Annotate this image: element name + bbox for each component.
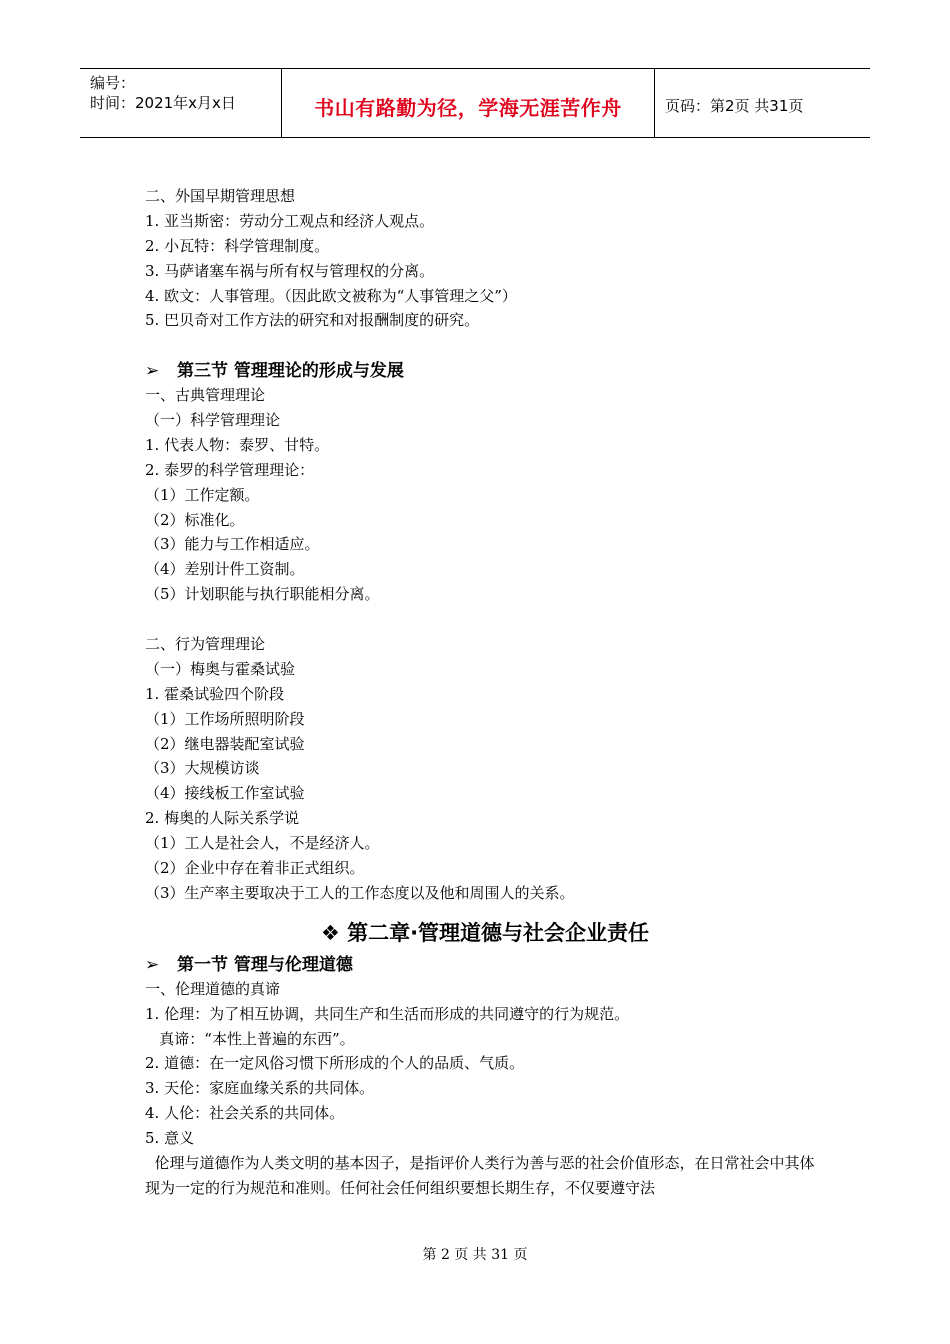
section-heading-text: 第一节 管理与伦理道德: [177, 954, 353, 975]
list-item: 2. 道德：在一定风俗习惯下所形成的个人的品质、气质。: [145, 1054, 525, 1073]
list-item: （1）工人是社会人，不是经济人。: [145, 834, 380, 853]
list-item: （5）计划职能与执行职能相分离。: [145, 585, 380, 604]
list-item: 5. 巴贝奇对工作方法的研究和对报酬制度的研究。: [145, 311, 480, 330]
page-footer: 第 2 页 共 31 页: [422, 1247, 528, 1263]
arrow-bullet-icon: ➢: [145, 361, 160, 382]
list-item: 5. 意义: [145, 1129, 195, 1148]
arrow-bullet-icon: ➢: [145, 954, 160, 975]
section-title: 二、外国早期管理思想: [145, 187, 296, 205]
list-item: （1）工作场所照明阶段: [145, 709, 305, 728]
list-item: （3）生产率主要取决于工人的工作态度以及他和周围人的关系。: [145, 883, 575, 902]
subsection-title: 一、伦理道德的真谛: [145, 979, 281, 998]
body-paragraph: 伦理与道德作为人类文明的基本因子，是指评价人类行为善与恶的社会价值形态，在日常社会中其体现为一定的行为规范和准则。任何社会任何组织要想长期生存，不仅要遵守法: [145, 1153, 815, 1197]
chapter-heading-text: 第二章·管理道德与社会企业责任: [347, 920, 650, 945]
list-item: 1. 伦理：为了相互协调，共同生产和生活而形成的共同遵守的行为规范。: [145, 1004, 630, 1023]
subsection-sub: （一）科学管理理论: [145, 411, 281, 430]
header-meta: [80, 69, 282, 137]
chapter-heading: [145, 914, 825, 952]
list-item: 4. 欧文：人事管理。（因此欧文被称为“人事管理之父”）: [145, 286, 517, 305]
page-body: [145, 184, 825, 1201]
list-item: 2. 泰罗的科学管理理论：: [145, 460, 315, 479]
list-item: （4）差别计件工资制。: [145, 560, 305, 579]
list-item: 1. 亚当斯密：劳动分工观点和经济人观点。: [145, 211, 435, 230]
list-item: （2）标准化。: [145, 510, 245, 529]
list-item: 3. 马萨诸塞车祸与所有权与管理权的分离。: [145, 261, 435, 280]
header-page-info: 页码：第2页 共31页: [665, 96, 804, 115]
section-heading: [145, 358, 825, 383]
section-heading-text: 第三节 管理理论的形成与发展: [177, 361, 404, 382]
list-item: 3. 天伦：家庭血缘关系的共同体。: [145, 1079, 375, 1098]
subsection-sub: （一）梅奥与霍桑试验: [145, 659, 296, 678]
list-item: 1. 霍桑试验四个阶段: [145, 684, 285, 703]
list-item: （2）企业中存在着非正式组织。: [145, 859, 365, 878]
list-item: 2. 小瓦特：科学管理制度。: [145, 236, 330, 255]
diamond-bullet-icon: ❖: [320, 920, 340, 945]
list-item: （4）接线板工作室试验: [145, 784, 305, 803]
list-item: （2）继电器装配室试验: [145, 734, 305, 753]
list-item: 4. 人伦：社会关系的共同体。: [145, 1104, 345, 1123]
header-motto: 书山有路勤为径，学海无涯苦作舟: [314, 95, 622, 120]
subsection-title: 二、行为管理理论: [145, 635, 266, 654]
header-number-label: 编号：: [90, 74, 136, 92]
list-item: 真谛：“本性上普遍的东西”。: [145, 1029, 355, 1048]
list-item: 1. 代表人物：泰罗、甘特。: [145, 435, 330, 454]
list-item: （3）能力与工作相适应。: [145, 535, 320, 554]
list-item: （1）工作定额。: [145, 485, 260, 504]
list-item: （3）大规模访谈: [145, 759, 260, 778]
document-header: [80, 68, 870, 138]
header-motto-cell: [282, 69, 655, 137]
header-time-label: 时间：2021年x月x日: [90, 94, 236, 112]
section-heading: [145, 952, 825, 977]
list-item: 2. 梅奥的人际关系学说: [145, 809, 300, 828]
subsection-title: 一、古典管理理论: [145, 386, 266, 405]
